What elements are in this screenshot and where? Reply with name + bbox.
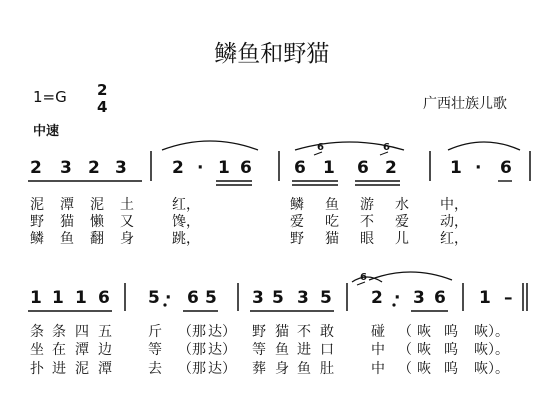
note: · — [475, 158, 482, 178]
lyric-syllable: 身 — [275, 361, 289, 377]
lyric-syllable: （ — [398, 361, 412, 377]
lyric-syllable: 水 — [395, 197, 409, 213]
note: 2 — [385, 158, 397, 178]
lyric-syllable: 懒 — [90, 214, 104, 230]
slur — [162, 141, 258, 150]
lyric-syllable: （那 — [178, 342, 206, 358]
note: 1 — [323, 158, 335, 178]
note: 2 — [371, 288, 383, 308]
lyric-syllable: 去 — [148, 361, 162, 377]
lyric-syllable: 土 — [120, 197, 134, 213]
lyric-syllable: （ — [398, 324, 412, 340]
note: 1 — [75, 288, 87, 308]
lyric-syllable: 跳， — [172, 231, 200, 247]
lyric-syllable: 爱 — [290, 214, 304, 230]
lyric-syllable: 馋， — [172, 214, 200, 230]
note: 5 — [320, 288, 332, 308]
lyric-syllable: 鱼 — [60, 231, 74, 247]
lyric-syllable: 等 — [148, 342, 162, 358]
lyric-syllable: 猫 — [60, 214, 74, 230]
lyric-syllable: 条 — [30, 324, 44, 340]
note: 1 — [450, 158, 462, 178]
note: 6 — [294, 158, 306, 178]
lyric-syllable: 不 — [297, 324, 311, 340]
note: 6 — [98, 288, 110, 308]
lyric-syllable: 儿 — [395, 231, 409, 247]
lyric-syllable: 红， — [440, 231, 468, 247]
lyric-syllable: 翻 — [90, 231, 104, 247]
lyric-syllable: 在 — [52, 342, 66, 358]
note: 5 — [148, 288, 160, 308]
song-title-text: 鳞鱼和野猫 — [214, 41, 330, 67]
lyric-syllable: 达） — [208, 361, 236, 377]
note: · — [197, 158, 204, 178]
note: 1 — [218, 158, 230, 178]
lyric-syllable: 四 — [75, 324, 89, 340]
lyric-syllable: 鳞 — [290, 197, 304, 213]
lyric-syllable: 猫 — [275, 324, 289, 340]
note: 6 — [240, 158, 252, 178]
lyric-syllable: 达） — [208, 342, 236, 358]
grace-note: 6 — [383, 142, 390, 153]
note: 2 — [88, 158, 100, 178]
lyric-syllable: 泥 — [30, 197, 44, 213]
grace-note: 6 — [317, 142, 324, 153]
lyric-syllable: 中， — [440, 197, 468, 213]
lyric-syllable: 咴）。 — [474, 342, 509, 358]
lyric-syllable: 达） — [208, 324, 236, 340]
lyric-syllable: （那 — [178, 361, 206, 377]
lyric-syllable: 咴 — [417, 361, 431, 377]
lyric-syllable: 动， — [440, 214, 468, 230]
lyric-syllable: 不 — [360, 214, 374, 230]
lyric-syllable: 中 — [371, 342, 385, 358]
lyric-syllable: 潭 — [75, 342, 89, 358]
note: 3 — [252, 288, 264, 308]
lyric-syllable: 又 — [120, 214, 134, 230]
lyric-syllable: 鱼 — [325, 197, 339, 213]
lyric-syllable: 红， — [172, 197, 200, 213]
tempo-marking: 中速 — [33, 124, 60, 139]
lyric-syllable: （ — [398, 342, 412, 358]
note: 3 — [115, 158, 127, 178]
lyric-syllable: 吃 — [325, 214, 339, 230]
song-source: 广西壮族儿歌 — [423, 96, 507, 112]
lyric-syllable: 五 — [98, 324, 112, 340]
note: · — [394, 288, 401, 308]
grace-note: 6 — [360, 272, 367, 283]
note: 1 — [30, 288, 42, 308]
lyric-syllable: （那 — [178, 324, 206, 340]
lyric-syllable: 边 — [98, 342, 112, 358]
lyric-syllable: 咴）。 — [474, 361, 509, 377]
lyric-syllable: 咴 — [417, 342, 431, 358]
note: 3 — [297, 288, 309, 308]
lyric-syllable: 中 — [371, 361, 385, 377]
lyric-syllable: 条 — [52, 324, 66, 340]
lyric-syllable: 眼 — [360, 231, 374, 247]
lyric-syllable: 等 — [252, 342, 266, 358]
slur — [448, 142, 520, 150]
lyric-syllable: 咴 — [417, 324, 431, 340]
slur — [352, 277, 382, 282]
note: 6 — [434, 288, 446, 308]
note: 6 — [500, 158, 512, 178]
note: 1 — [52, 288, 64, 308]
lyric-syllable: 野 — [290, 231, 304, 247]
slur — [369, 272, 452, 280]
lyric-syllable: 鱼 — [275, 342, 289, 358]
lyric-syllable: 咴）。 — [474, 324, 509, 340]
note: 2 — [30, 158, 42, 178]
lyric-syllable: 呜 — [444, 324, 458, 340]
time-signature-top: 2 — [97, 81, 108, 99]
lyric-syllable: 猫 — [325, 231, 339, 247]
lyric-syllable: 野 — [30, 214, 44, 230]
note: – — [504, 288, 513, 308]
note: 3 — [413, 288, 425, 308]
lyric-syllable: 斤 — [148, 324, 162, 340]
lyric-syllable: 呜 — [444, 342, 458, 358]
lyric-syllable: 敢 — [320, 324, 334, 340]
note: 3 — [60, 158, 72, 178]
lyric-syllable: 泥 — [75, 361, 89, 377]
lyric-syllable: 进 — [52, 361, 66, 377]
note: 2 — [172, 158, 184, 178]
note: · — [165, 288, 172, 308]
note: 6 — [187, 288, 199, 308]
lyric-syllable: 鱼 — [297, 361, 311, 377]
lyric-syllable: 泥 — [90, 197, 104, 213]
key-signature: 1=G — [33, 88, 67, 106]
lyric-syllable: 潭 — [98, 361, 112, 377]
lyric-syllable: 潭 — [60, 197, 74, 213]
note: 1 — [479, 288, 491, 308]
lyric-syllable: 肚 — [320, 361, 334, 377]
lyric-syllable: 碰 — [371, 324, 385, 340]
lyric-syllable: 口 — [320, 342, 334, 358]
note: 5 — [272, 288, 284, 308]
time-signature-bottom: 4 — [97, 98, 108, 116]
lyric-syllable: 呜 — [444, 361, 458, 377]
lyric-syllable: 进 — [297, 342, 311, 358]
lyric-syllable: 爱 — [395, 214, 409, 230]
lyric-syllable: 葬 — [252, 361, 266, 377]
lyric-syllable: 扑 — [30, 361, 44, 377]
lyric-syllable: 身 — [120, 231, 134, 247]
note: 6 — [357, 158, 369, 178]
lyric-syllable: 野 — [252, 324, 266, 340]
note: 5 — [205, 288, 217, 308]
lyric-syllable: 坐 — [30, 342, 44, 358]
lyric-syllable: 鳞 — [30, 231, 44, 247]
lyric-syllable: 游 — [360, 197, 374, 213]
